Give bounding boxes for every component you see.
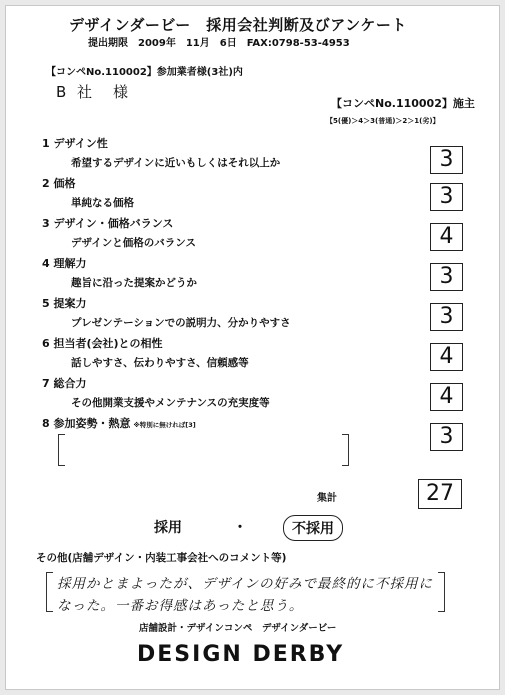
item-title-text: 8 参加姿勢・熱意 — [42, 417, 131, 430]
submission-deadline: 提出期限 2009年 11月 6日 FAX:0798-53-4953 — [88, 38, 350, 49]
comment-bracket-right — [342, 434, 349, 466]
item-title: 7 総合力 — [42, 377, 87, 390]
comment-bracket-right — [438, 572, 445, 612]
footer-tagline: 店舗設計・デザインコンペ デザインダービー — [139, 623, 337, 634]
item-title: 4 理解力 — [42, 257, 87, 270]
item-title: 3 デザイン・価格バランス — [42, 217, 174, 230]
total-label: 集計 — [317, 493, 337, 504]
item-title: 2 価格 — [42, 177, 76, 190]
score-box[interactable]: 4 — [430, 383, 463, 411]
item-description: プレゼンテーションでの説明力、分かりやすさ — [71, 317, 291, 329]
total-score-box[interactable]: 27 — [418, 479, 462, 509]
item-title — [42, 415, 196, 431]
score-box[interactable]: 3 — [430, 263, 463, 291]
survey-sheet — [5, 5, 500, 690]
comment-bracket-left — [58, 434, 65, 466]
score-box[interactable]: 4 — [430, 343, 463, 371]
reject-option-selected[interactable]: 不採用 — [283, 515, 343, 541]
handwritten-comment-line: 採用かとまよったが、デザインの好みで最終的に不採用に — [57, 576, 434, 592]
score-box[interactable]: 4 — [430, 223, 463, 251]
client-name: B 社 様 — [56, 83, 132, 101]
score-box[interactable]: 3 — [430, 303, 463, 331]
score-box[interactable]: 3 — [430, 183, 463, 211]
item-description: 希望するデザインに近いもしくはそれ以上か — [71, 157, 281, 169]
rating-scale: 【5(優)＞4＞3(普通)＞2＞1(劣)】 — [326, 117, 440, 125]
item-title: 1 デザイン性 — [42, 137, 108, 150]
item-description: 単純なる価格 — [71, 197, 134, 209]
item-description: 話しやすさ、伝わりやすさ、信頼感等 — [71, 357, 249, 369]
item-title: 5 提案力 — [42, 297, 87, 310]
item-description: デザインと価格のバランス — [71, 237, 196, 249]
score-box[interactable]: 3 — [430, 146, 463, 174]
item-title: 6 担当者(会社)との相性 — [42, 337, 163, 350]
item-note: ※特別に無ければ[3] — [133, 421, 196, 429]
item-description: 趣旨に沿った提案かどうか — [71, 277, 197, 289]
other-comments-label: その他(店舗デザイン・内装工事会社へのコメント等) — [36, 552, 287, 564]
organizer-label: 【コンペNo.110002】施主 — [331, 97, 475, 110]
score-box[interactable]: 3 — [430, 423, 463, 451]
option-separator: ・ — [233, 520, 247, 536]
competition-label: 【コンペNo.110002】参加業者様(3社)内 — [46, 67, 243, 78]
adopt-option[interactable]: 採用 — [154, 520, 182, 536]
handwritten-comment-line: なった。一番お得感はあったと思う。 — [57, 598, 304, 614]
comment-bracket-left — [46, 572, 53, 612]
document-title: デザインダービー 採用会社判断及びアンケート — [69, 16, 407, 34]
design-derby-logo: DESIGN DERBY — [137, 642, 345, 667]
item-description: その他開業支援やメンテナンスの充実度等 — [71, 397, 270, 409]
